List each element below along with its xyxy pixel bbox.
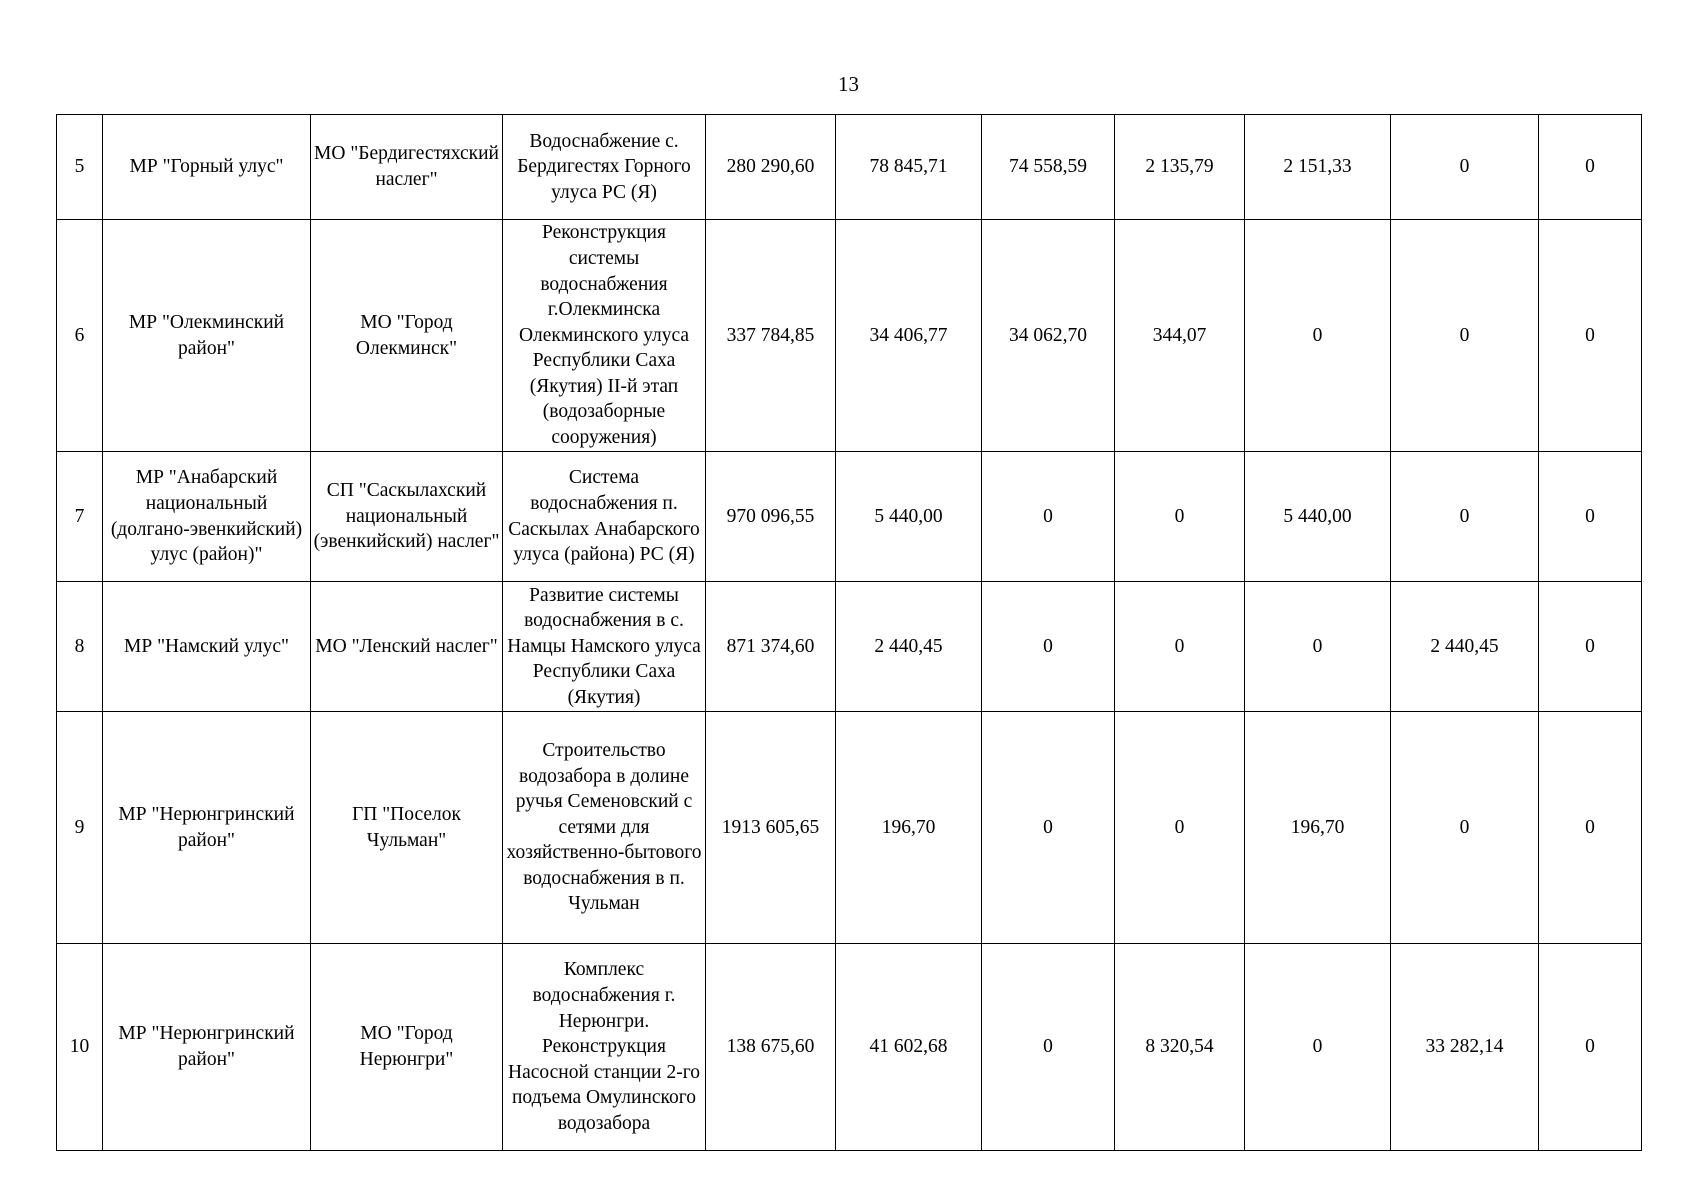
amount-cell: 0 [1539,452,1642,582]
district-cell: МР "Намский улус" [103,582,311,712]
amount-cell: 5 440,00 [1245,452,1391,582]
project-cell: Водоснабжение с. Бердигестях Горного улуса РС (Я) [503,115,706,220]
municipality-cell: МО "Бердигестяхский наслег" [311,115,503,220]
row-number: 6 [57,220,103,452]
table-row [57,712,1642,944]
total-cost-cell: 280 290,60 [706,115,836,220]
page-number: 13 [838,72,859,96]
municipality-cell: МО "Ленский наслег" [311,582,503,712]
table-row [57,452,1642,582]
district-cell: МР "Нерюнгринский район" [103,712,311,944]
amount-cell: 0 [982,582,1115,712]
amount-cell: 2 440,45 [1391,582,1539,712]
row-number: 9 [57,712,103,944]
total-cost-cell: 1913 605,65 [706,712,836,944]
project-cell: Система водоснабжения п. Саскылах Анабарского улуса (района) РС (Я) [503,452,706,582]
row-number: 10 [57,944,103,1151]
amount-cell: 0 [1115,582,1245,712]
amount-cell: 0 [1539,582,1642,712]
budget-table [56,114,1642,1151]
table-row [57,582,1642,712]
amount-cell: 196,70 [836,712,982,944]
amount-cell: 0 [1539,712,1642,944]
municipality-cell: ГП "Поселок Чульман" [311,712,503,944]
amount-cell: 0 [1539,944,1642,1151]
row-number: 7 [57,452,103,582]
amount-cell: 0 [1115,712,1245,944]
table-row [57,220,1642,452]
amount-cell: 0 [1391,220,1539,452]
amount-cell: 34 406,77 [836,220,982,452]
amount-cell: 78 845,71 [836,115,982,220]
municipality-cell: МО "Город Нерюнгри" [311,944,503,1151]
total-cost-cell: 337 784,85 [706,220,836,452]
amount-cell: 0 [1115,452,1245,582]
total-cost-cell: 871 374,60 [706,582,836,712]
district-cell: МР "Нерюнгринский район" [103,944,311,1151]
amount-cell: 74 558,59 [982,115,1115,220]
amount-cell: 0 [1391,452,1539,582]
amount-cell: 8 320,54 [1115,944,1245,1151]
project-cell: Комплекс водоснабжения г. Нерюнгри. Реконструкция Насосной станции 2-го подъема Омулинского водозабора [503,944,706,1151]
amount-cell: 0 [1391,115,1539,220]
municipality-cell: СП "Саскылахский национальный (эвенкийский) наслег" [311,452,503,582]
amount-cell: 2 151,33 [1245,115,1391,220]
amount-cell: 0 [982,452,1115,582]
amount-cell: 5 440,00 [836,452,982,582]
project-cell: Развитие системы водоснабжения в с. Намцы Намского улуса Республики Саха (Якутия) [503,582,706,712]
total-cost-cell: 138 675,60 [706,944,836,1151]
amount-cell: 0 [1245,220,1391,452]
amount-cell: 0 [982,944,1115,1151]
row-number: 8 [57,582,103,712]
amount-cell: 0 [1391,712,1539,944]
municipality-cell: МО "Город Олекминск" [311,220,503,452]
total-cost-cell: 970 096,55 [706,452,836,582]
amount-cell: 196,70 [1245,712,1391,944]
amount-cell: 41 602,68 [836,944,982,1151]
amount-cell: 33 282,14 [1391,944,1539,1151]
row-number: 5 [57,115,103,220]
amount-cell: 344,07 [1115,220,1245,452]
project-cell: Строительство водозабора в долине ручья Семеновский с сетями для хозяйственно-бытового водоснабжения в п. Чульман [503,712,706,944]
district-cell: МР "Горный улус" [103,115,311,220]
district-cell: МР "Анабарский национальный (долгано-эвенкийский) улус (район)" [103,452,311,582]
amount-cell: 0 [1539,115,1642,220]
district-cell: МР "Олекминский район" [103,220,311,452]
amount-cell: 34 062,70 [982,220,1115,452]
amount-cell: 2 440,45 [836,582,982,712]
amount-cell: 2 135,79 [1115,115,1245,220]
amount-cell: 0 [1539,220,1642,452]
project-cell: Реконструкция системы водоснабжения г.Олекминска Олекминского улуса Республики Саха (Якутия) II-й этап (водозаборные сооружения) [503,220,706,452]
amount-cell: 0 [1245,582,1391,712]
amount-cell: 0 [982,712,1115,944]
table-row [57,944,1642,1151]
table-row [57,115,1642,220]
amount-cell: 0 [1245,944,1391,1151]
